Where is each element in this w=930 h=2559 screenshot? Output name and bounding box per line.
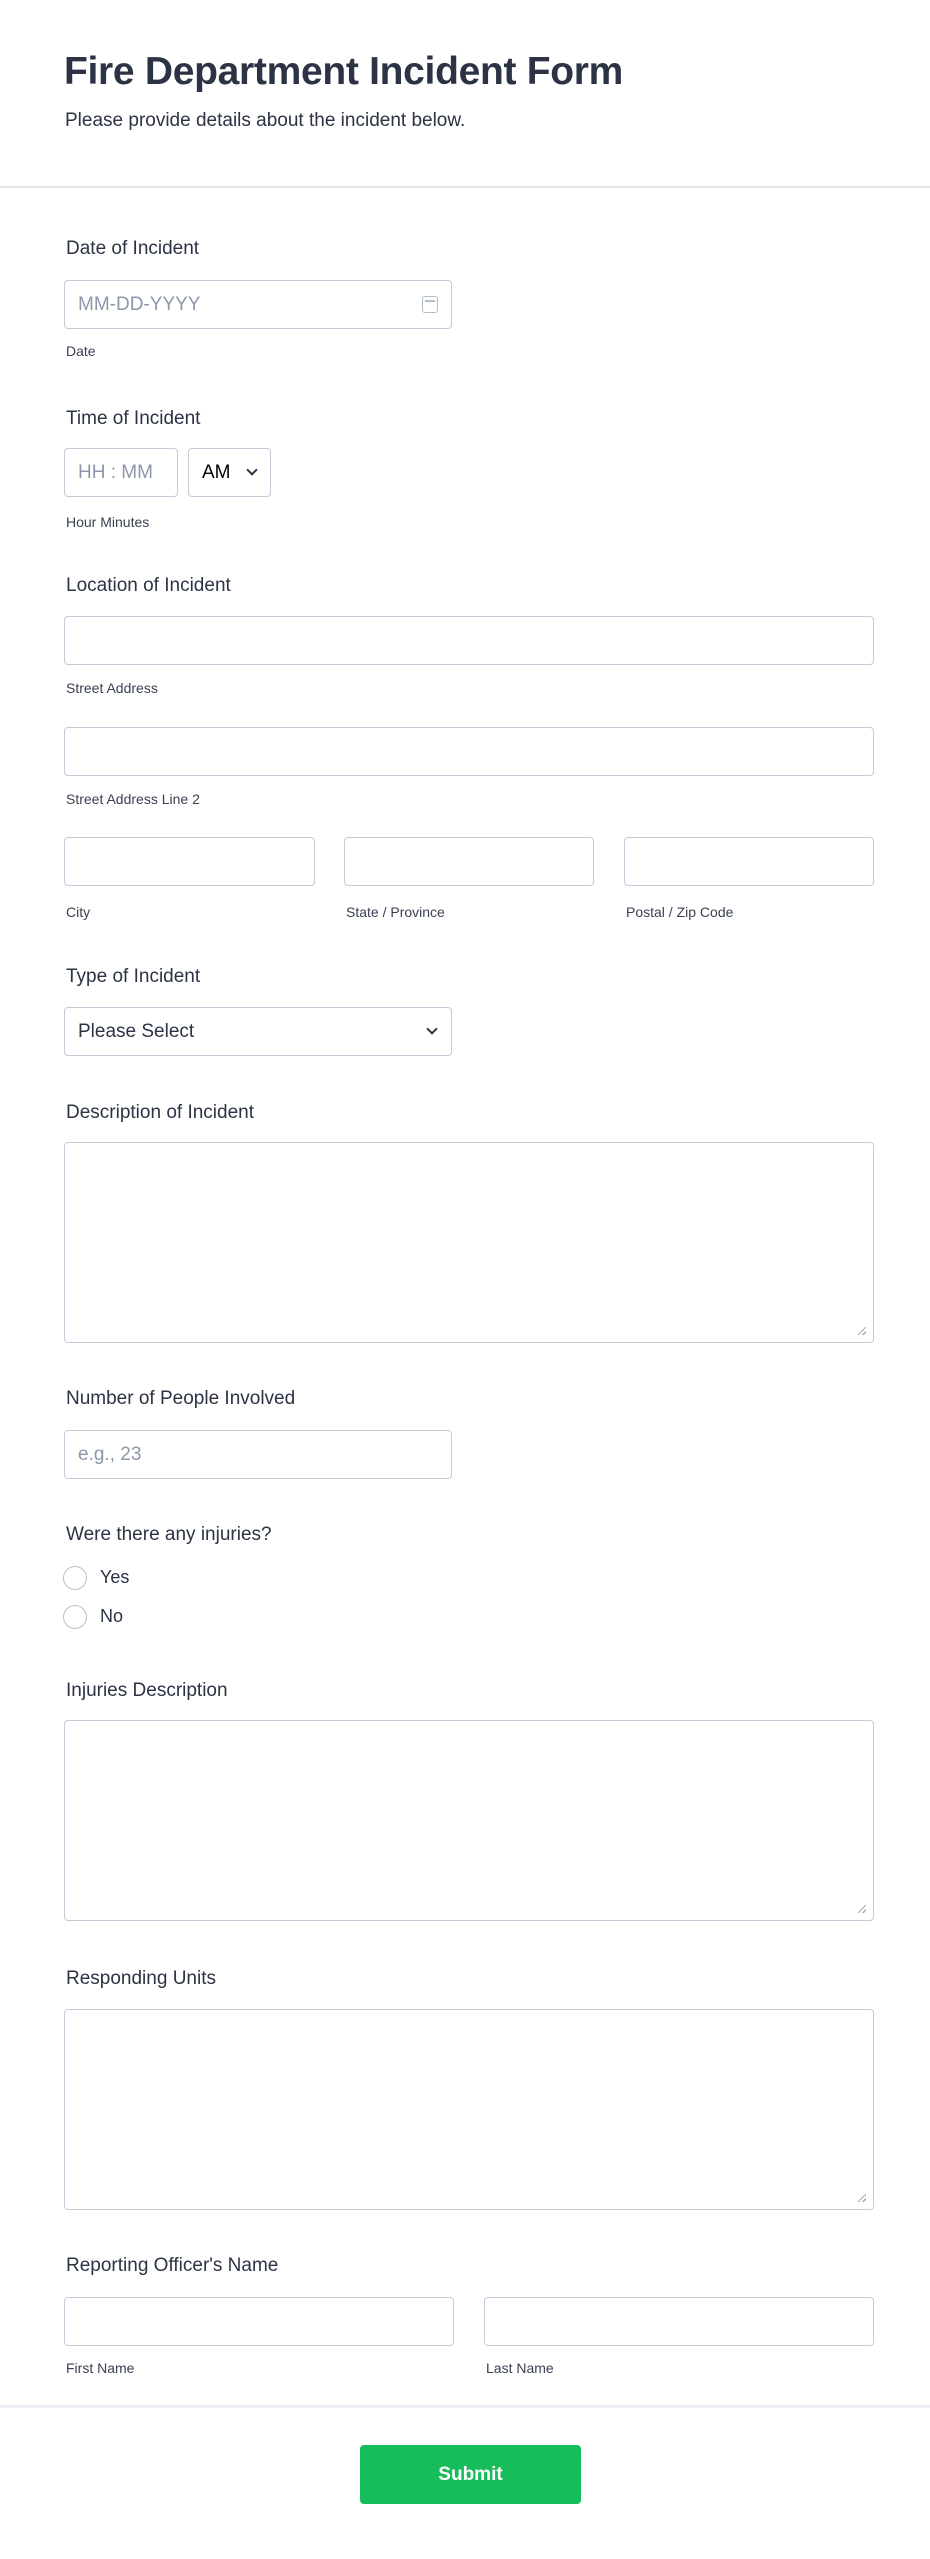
- postal-sublabel: Postal / Zip Code: [626, 904, 734, 920]
- header-divider: [0, 186, 930, 188]
- city-input[interactable]: [64, 837, 315, 886]
- first-name-input[interactable]: [64, 2297, 454, 2346]
- time-placeholder: HH : MM: [78, 461, 153, 483]
- radio-no[interactable]: [63, 1605, 87, 1629]
- date-input[interactable]: [64, 280, 452, 329]
- state-sublabel: State / Province: [346, 904, 445, 920]
- chevron-down-icon: [246, 464, 257, 475]
- units-label: Responding Units: [66, 1968, 216, 1989]
- city-sublabel: City: [66, 904, 91, 920]
- resize-handle-icon[interactable]: [858, 1905, 866, 1913]
- people-label: Number of People Involved: [66, 1388, 296, 1409]
- date-placeholder: MM-DD-YYYY: [78, 293, 201, 315]
- date-sublabel: Date: [66, 343, 96, 359]
- units-textarea[interactable]: [64, 2009, 874, 2210]
- description-label: Description of Incident: [66, 1102, 254, 1123]
- calendar-icon[interactable]: [422, 296, 438, 313]
- description-textarea[interactable]: [64, 1142, 874, 1343]
- officer-label: Reporting Officer's Name: [66, 2255, 279, 2276]
- first-name-sublabel: First Name: [66, 2360, 135, 2376]
- injuries-label: Were there any injuries?: [66, 1524, 272, 1545]
- street-address-line2-sublabel: Street Address Line 2: [66, 791, 200, 807]
- ampm-select[interactable]: [188, 448, 271, 497]
- last-name-sublabel: Last Name: [486, 2360, 554, 2376]
- last-name-input[interactable]: [484, 2297, 874, 2346]
- postal-input[interactable]: [624, 837, 874, 886]
- radio-yes[interactable]: [63, 1566, 87, 1590]
- radio-no-label[interactable]: No: [100, 1606, 124, 1626]
- type-select[interactable]: [64, 1007, 452, 1056]
- state-input[interactable]: [344, 837, 594, 886]
- resize-handle-icon[interactable]: [858, 1327, 866, 1335]
- page-title: Fire Department Incident Form: [64, 50, 624, 93]
- street-address-line2-input[interactable]: [64, 727, 874, 776]
- ampm-value: AM: [202, 461, 231, 483]
- time-input[interactable]: [64, 448, 178, 497]
- location-label: Location of Incident: [66, 575, 231, 596]
- date-label: Date of Incident: [66, 238, 200, 259]
- type-selected: Please Select: [78, 1020, 195, 1042]
- street-address-sublabel: Street Address: [66, 680, 158, 696]
- type-label: Type of Incident: [66, 966, 201, 987]
- time-label: Time of Incident: [66, 408, 201, 429]
- chevron-down-icon: [426, 1023, 437, 1034]
- footer-divider: [0, 2405, 930, 2408]
- submit-button[interactable]: Submit: [360, 2445, 581, 2504]
- radio-yes-label[interactable]: Yes: [100, 1567, 130, 1587]
- time-sublabel: Hour Minutes: [66, 514, 150, 530]
- injuries-description-textarea[interactable]: [64, 1720, 874, 1921]
- injuries-description-label: Injuries Description: [66, 1680, 228, 1701]
- page-subtitle: Please provide details about the incident below.: [65, 110, 466, 131]
- people-placeholder: e.g., 23: [78, 1443, 142, 1465]
- resize-handle-icon[interactable]: [858, 2194, 866, 2202]
- street-address-input[interactable]: [64, 616, 874, 665]
- people-input[interactable]: [64, 1430, 452, 1479]
